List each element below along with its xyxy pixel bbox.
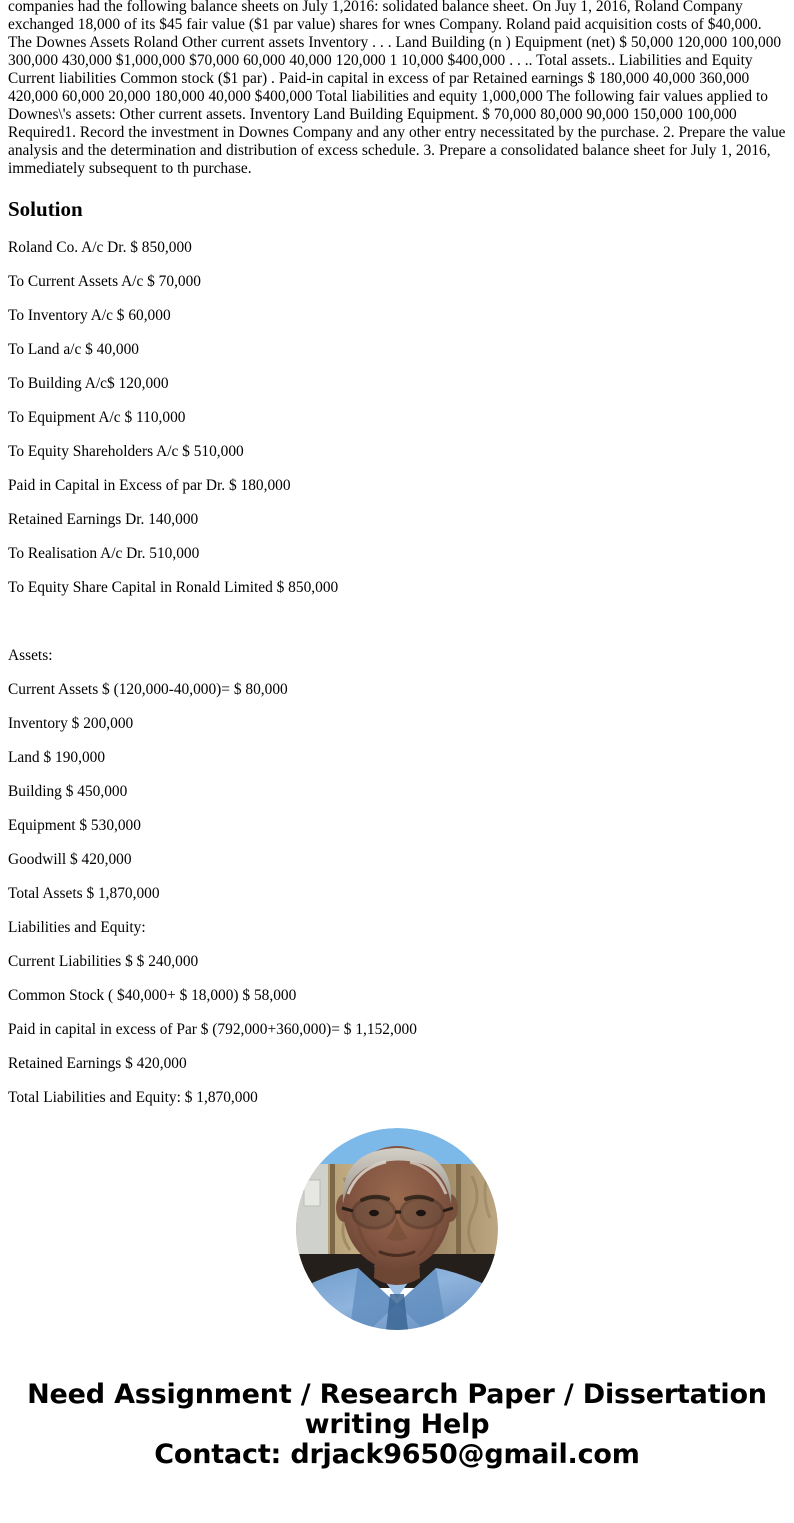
balance-sheet-row: Common Stock ( $40,000+ $ 18,000) $ 58,000 bbox=[8, 987, 297, 1005]
balance-sheet-row: Assets: bbox=[8, 647, 53, 665]
page-title: Solution bbox=[8, 197, 83, 221]
balance-sheet-row: Building $ 450,000 bbox=[8, 783, 128, 801]
journal-entry-row: Roland Co. A/c Dr. $ 850,000 bbox=[8, 239, 192, 257]
journal-entry-row: To Land a/c $ 40,000 bbox=[8, 341, 139, 359]
journal-entry-row: To Equity Share Capital in Ronald Limited $ 850,000 bbox=[8, 579, 339, 597]
balance-sheet-row: Paid in capital in excess of Par $ (792,000+360,000)= $ 1,152,000 bbox=[8, 1021, 417, 1039]
balance-sheet-row: Goodwill $ 420,000 bbox=[8, 851, 132, 869]
journal-entry-row: To Building A/c$ 120,000 bbox=[8, 375, 169, 393]
journal-entry-row: Paid in Capital in Excess of par Dr. $ 180,000 bbox=[8, 477, 291, 495]
cta-contact-email: Contact: drjack9650@gmail.com bbox=[154, 1439, 640, 1471]
blank-line bbox=[8, 613, 786, 630]
journal-entry-row: To Realisation A/c Dr. 510,000 bbox=[8, 545, 200, 563]
problem-statement: companies had the following balance sheets on July 1,2016: solidated balance sheet. On Juy 1, 2016, Roland Company exchanged 18,000 of its $45 fair value ($1 par value) shares for wnes Company. Roland paid acquisition costs of $40,000. The Downes Assets Roland Other current assets Inventory . . . Land Building (n ) Equipment (net) $ 50,000 120,000 100,000 300,000 430,000 $1,000,000 $70,000 60,000 40,000 120,000 1 10,000 $400,000 . . .. Total assets.. Liabilities and Equity Current liabilities Common stock ($1 par) . Paid-in capital in excess of par Retained earnings $ 180,000 40,000 360,000 420,000 60,000 20,000 180,000 40,000 $400,000 Total liabilities and equity 1,000,000 The following fair values applied to Downes\'s assets: Other current assets. Inventory Land Building Equipment. $ 70,000 80,000 90,000 150,000 100,000 Required1. Record the investment in Downes Company and any other entry necessitated by the purchase. 2. Prepare the value analysis and the determination and distribution of excess schedule. 3. Prepare a consolidated balance sheet for July 1, 2016, immediately subsequent to th purchase. bbox=[8, 0, 786, 177]
balance-sheet-row: Total Liabilities and Equity: $ 1,870,000 bbox=[8, 1089, 258, 1107]
spacer-before-heading bbox=[8, 180, 786, 198]
avatar bbox=[296, 1128, 498, 1330]
avatar-container bbox=[8, 1128, 786, 1330]
avatar-portrait-icon bbox=[296, 1128, 498, 1330]
journal-entry-row: To Inventory A/c $ 60,000 bbox=[8, 307, 171, 325]
balance-sheet-row: Total Assets $ 1,870,000 bbox=[8, 885, 160, 903]
journal-entries-list bbox=[8, 239, 786, 630]
balance-sheet-row: Inventory $ 200,000 bbox=[8, 715, 134, 733]
cta-banner bbox=[8, 1380, 786, 1470]
balance-sheet-row: Equipment $ 530,000 bbox=[8, 817, 141, 835]
cta-headline: Need Assignment / Research Paper / Dissertation writing Help bbox=[27, 1379, 767, 1441]
balance-sheet-row: Retained Earnings $ 420,000 bbox=[8, 1055, 187, 1073]
balance-sheet-row: Current Liabilities $ $ 240,000 bbox=[8, 953, 199, 971]
journal-entry-row: To Equipment A/c $ 110,000 bbox=[8, 409, 186, 427]
journal-entry-row: To Current Assets A/c $ 70,000 bbox=[8, 273, 202, 291]
balance-sheet-list bbox=[8, 647, 786, 1106]
journal-entry-row: To Equity Shareholders A/c $ 510,000 bbox=[8, 443, 244, 461]
journal-entry-row: Retained Earnings Dr. 140,000 bbox=[8, 511, 199, 529]
balance-sheet-row: Current Assets $ (120,000-40,000)= $ 80,000 bbox=[8, 681, 288, 699]
balance-sheet-row: Liabilities and Equity: bbox=[8, 919, 146, 937]
balance-sheet-row: Land $ 190,000 bbox=[8, 749, 106, 767]
